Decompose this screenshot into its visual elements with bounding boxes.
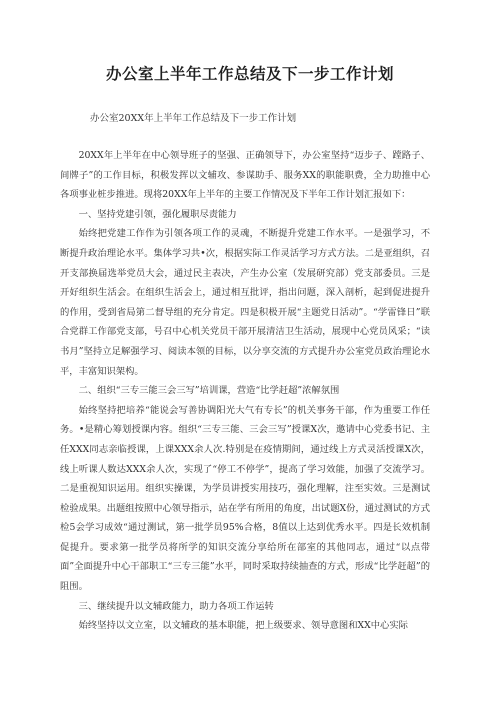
paragraph-section-3: 始终坚持以文立室，以文辅政的基本职能，把上级要求、领导意图和XX中心实际 <box>78 620 408 632</box>
document-body <box>60 146 430 636</box>
document-subtitle: 办公室20XX年上半年工作总结及下一步工作计划 <box>90 113 297 124</box>
paragraph-intro: 20XX年上半年在中心领导班子的坚强、正确领导下，办公室坚持“迈步子、蹚路子、间牌子”的工作目标，积极发挥以文辅攻、参谋助手、服务XX的职能职费，全力助推中心各项事业桩步推进。现将20XX年上半年的主要工作情况及下半年工作计划汇报如下： <box>60 150 430 201</box>
paragraph-section-2: 始终坚持把培养“能说会写善协调阳光大气有专长”的机关事务干部，作为重要工作任务。•是精心筹划授课内容。组织“三专三能、三会三写”授课X次，邀请中心党委书记、主任XXX同志亲临授课，上课XXX余人次.特别是在疫情期间，通过线上方式灵活授课X次，线上听课人数达XXX余人次，实现了“停工不停学”，提高了学习效能，加强了交流学习。二是重视知识运用。组织实操课，为学员讲授实用技巧，强化理解，注至实效。三是测试检验成果。出题组按照中心领导指示，站在学有所用的角度，出试题X份，通过测试的方式检5会学习成效“通过测试，第一批学员95%合格，8值以上达到优秀水平。四是长效机制促提升。要求第一批学员将所学的知识交流分享给所在部室的其他同志，通过“以点带面”全面提升中心干部职工“三专三能”水平，同时采取持续抽查的方式，形成“比学赶超”的阻围。 <box>60 404 430 593</box>
section-heading-2: 二、组织“三专三能三会三写”培训课，营造“比学赶超”浓解氛围 <box>78 385 340 397</box>
section-heading-3: 三、继续提升以文辅政能力，助力各项工作运转 <box>78 600 274 612</box>
document-title: 办公室上半年工作总结及下一步工作计划 <box>105 65 394 83</box>
paragraph-section-1: 始终把党建工作作为引领各项工作的灵魂，不断提升党建工作水平。一是强学习，不断提升政治理论水平。集体学习共•次，根据实际工作灵活学习方式方法。二是亚组织，召开支部换届选举党员大会，通过民主表决，产生办公室（发展研究部）党支部委员。三是开好组织生活会。在组织生活会上，通过相互批评，指出问题，深入剖析，起到促进提升的作用，受到省局第二督导组的充分肯定。四是积极开展“主题党日活动”。“学雷锋日”联合党群工作部党支部，号召中心机关党员干部开展清洁卫生活动，展现中心党员风采；“读书月”坚持立足解强学习、阅读本领的目标，以分享交流的方式提升办公室党员政治理论水平，丰富知识架构。 <box>60 228 430 377</box>
section-heading-1: 一、坚持党建引领，强化履职尽责能力 <box>78 208 237 220</box>
